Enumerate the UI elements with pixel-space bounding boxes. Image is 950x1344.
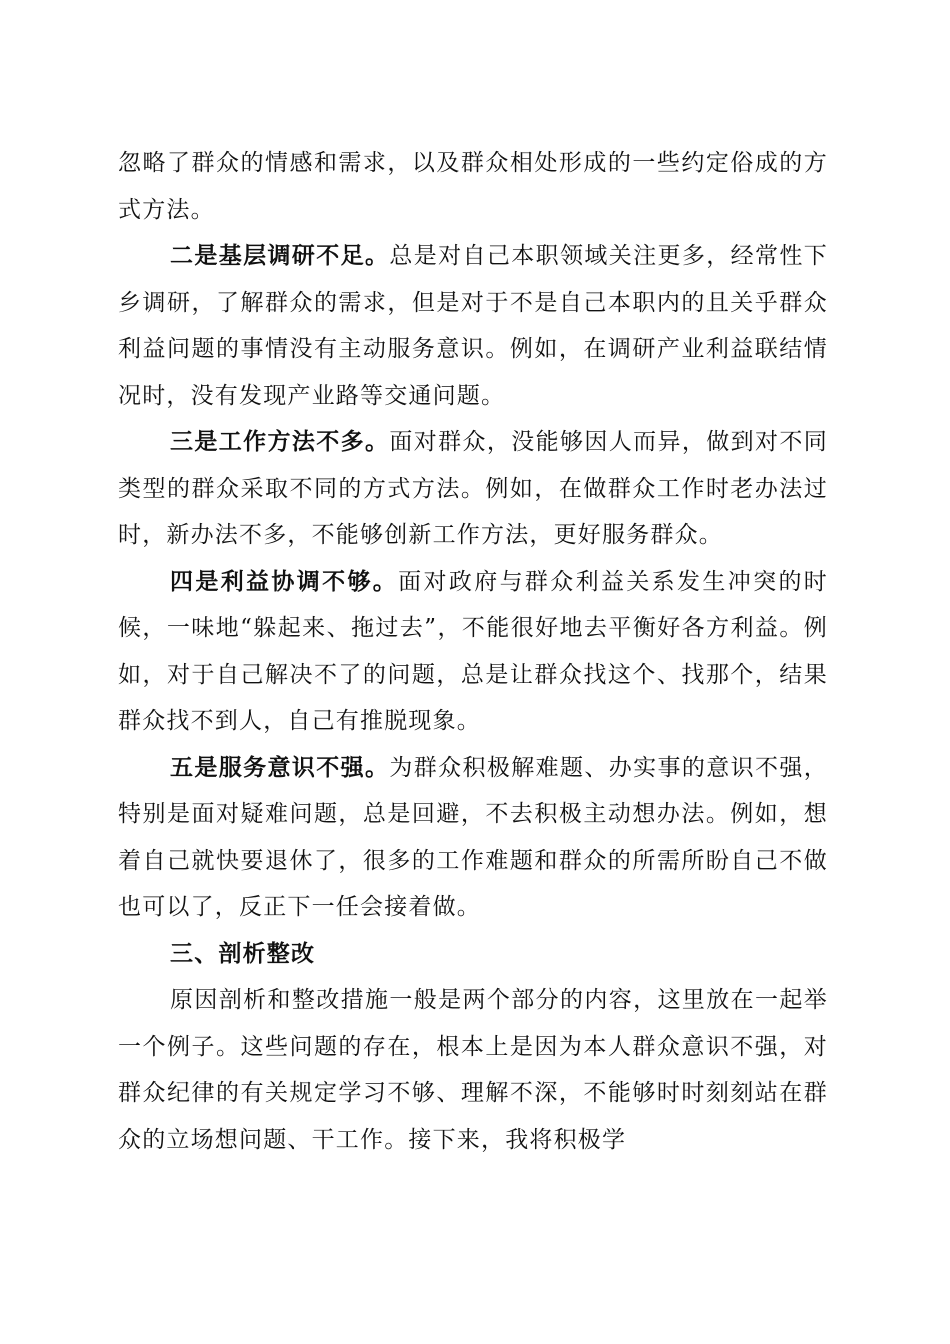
paragraph-text: 原因剖析和整改措施一般是两个部分的内容，这里放在一起举一个例子。这些问题的存在，根本上是因为本人群众意识不强，对群众纪律的有关规定学习不够、理解不深，不能够时时刻刻站在群众的立场想问题、干工作。接下来，我将积极学 <box>118 987 828 1153</box>
paragraph-continuation <box>118 140 828 233</box>
paragraph-text: 面对群众，没能够因人而异，做到对不同类型的群众采取不同的方式方法。例如，在做群众工作时老办法过时，新办法不多，不能够创新工作方法，更好服务群众。 <box>118 429 828 548</box>
paragraph-text: 总是对自己本职领域关注更多，经常性下乡调研，了解群众的需求，但是对于不是自己本职内的且关乎群众利益问题的事情没有主动服务意识。例如，在调研产业利益联结情况时，没有发现产业路等交通问题。 <box>118 243 828 409</box>
paragraph-work-methods <box>118 419 828 559</box>
paragraph-lead: 三是工作方法不多。 <box>170 429 390 455</box>
paragraph-analysis-rectification <box>118 977 828 1163</box>
paragraph-interest-coordination <box>118 559 828 745</box>
section-heading: 三、剖析整改 <box>170 940 316 967</box>
paragraph-text: 为群众积极解难题、办实事的意识不强，特别是面对疑难问题，总是回避，不去积极主动想办法。例如，想着自己就快要退休了，很多的工作难题和群众的所需所盼自己不做也可以了，反正下一任会接着做。 <box>118 754 828 920</box>
paragraph-grassroots-research <box>118 233 828 419</box>
paragraph-lead: 四是利益协调不够。 <box>170 568 399 595</box>
paragraph-lead: 五是服务意识不强。 <box>170 754 390 781</box>
paragraph-text: 面对政府与群众利益关系发生冲突的时候，一味地“躲起来、拖过去”，不能很好地去平衡好各方利益。例如，对于自己解决不了的问题，总是让群众找这个、找那个，结果群众找不到人，自己有推脱现象。 <box>118 568 828 734</box>
paragraph-lead: 二是基层调研不足。 <box>170 243 390 269</box>
document-body <box>118 140 828 1163</box>
paragraph-text: 忽略了群众的情感和需求，以及群众相处形成的一些约定俗成的方式方法。 <box>118 150 828 223</box>
paragraph-service-awareness <box>118 745 828 931</box>
